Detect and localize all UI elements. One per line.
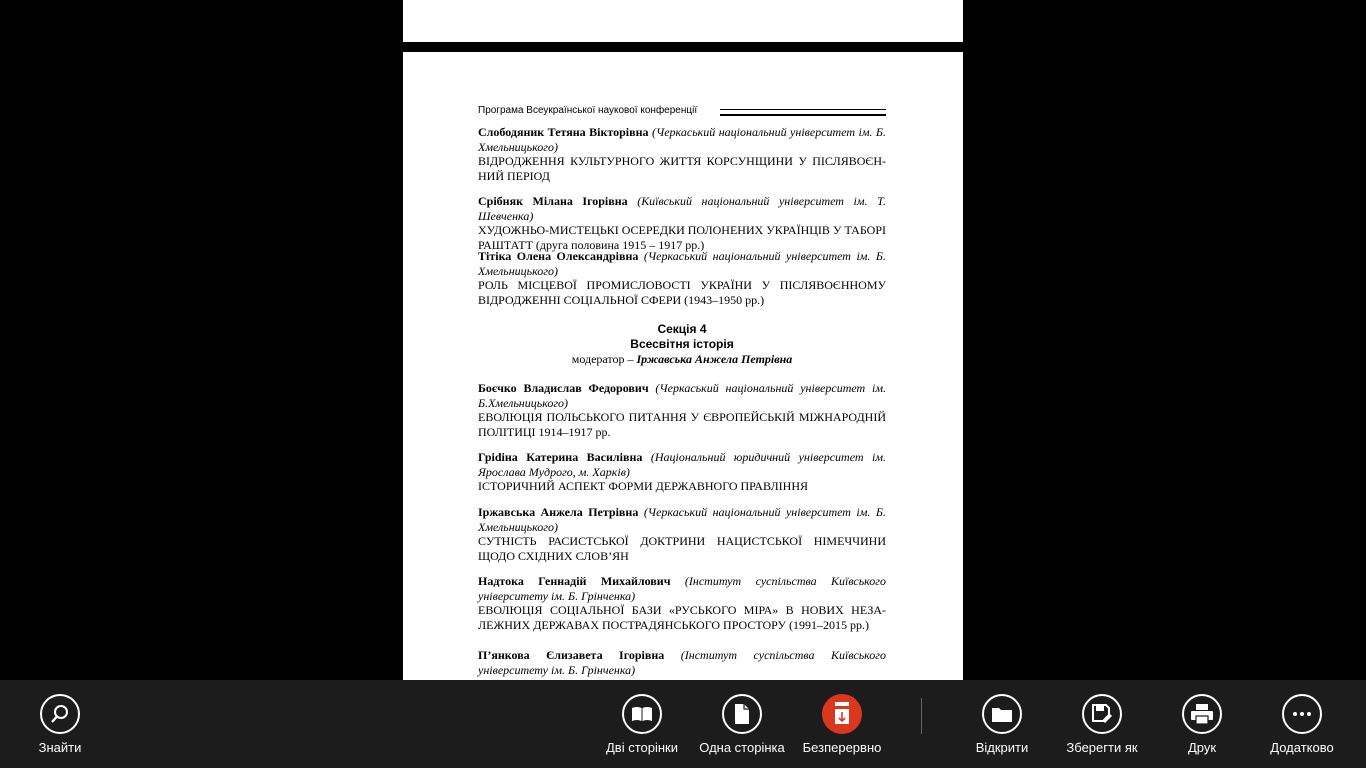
running-header-text: Програма Всеукраїнської наукової конференції <box>478 105 698 116</box>
continuous-label: Безперервно <box>802 740 882 755</box>
author-name: П’янкова Єлизавета Ігорівна <box>478 648 665 662</box>
program-entry <box>478 194 886 252</box>
app-bar <box>0 680 1366 768</box>
continuous-button[interactable] <box>792 680 892 768</box>
author-affiliation: (Київський національний університет ім. Т. Шевченка) <box>478 194 886 223</box>
continuous-scroll-icon <box>822 694 862 734</box>
entry-author-line <box>478 125 886 154</box>
entry-author-line <box>478 249 886 278</box>
section-moderator <box>478 352 886 367</box>
author-name: Боєчко Владислав Федорович <box>478 381 649 395</box>
program-entry <box>478 450 886 494</box>
program-entry <box>478 125 886 183</box>
author-affiliation: (Інститут суспільства Київського університету ім. Б. Грінченка) <box>478 648 886 677</box>
search-icon <box>40 694 80 734</box>
document-page <box>403 52 963 680</box>
section-heading <box>478 322 886 367</box>
find-button[interactable] <box>10 680 110 768</box>
entry-author-line <box>478 574 886 603</box>
author-affiliation: (Інститут суспільства Київського університету ім. Б. Грінченка) <box>478 574 886 603</box>
program-entry <box>478 249 886 307</box>
moderator-prefix: модератор – <box>571 352 634 366</box>
author-affiliation: (Національний юридичний університет ім. Ярослава Мудрого, м. Харків) <box>478 450 887 479</box>
author-name: Іржавська Анжела Петрівна <box>478 505 639 519</box>
program-entry <box>478 648 886 677</box>
previous-page <box>403 0 963 42</box>
two-pages-label: Дві сторінки <box>606 740 678 755</box>
section-name: Всесвітня історія <box>630 337 734 351</box>
author-name: Слободяник Тетяна Вікторівна <box>478 125 649 139</box>
author-affiliation: (Черкаський національний університет ім. Б.Хмельницького) <box>478 381 887 410</box>
running-header <box>478 104 886 118</box>
program-entry <box>478 505 886 563</box>
save-as-label: Зберегти як <box>1066 740 1138 755</box>
talk-title: ІСТОРИЧНИЙ АСПЕКТ ФОРМИ ДЕРЖАВНОГО ПРАВЛІННЯ <box>478 479 808 493</box>
talk-title: ХУДОЖНЬО-МИСТЕЦЬКІ ОСЕРЕДКИ ПОЛОНЕНИХ УКРАЇНЦІВ У ТАБОРІ РАШТАТТ (друга половина 1915 – 1917 рр.) <box>478 223 886 252</box>
toolbar-separator <box>921 698 922 734</box>
more-button[interactable] <box>1252 680 1352 768</box>
program-entry <box>478 574 886 632</box>
talk-title: РОЛЬ МІСЦЕВОЇ ПРОМИСЛОВОСТІ УКРАЇНИ У ПІСЛЯВОЄННОМУ ВІДРОДЖЕННІ СОЦІАЛЬНОЇ СФЕРИ (1943–1950 рр.) <box>478 278 886 307</box>
talk-title: ЕВОЛЮЦІЯ СОЦІАЛЬНОЇ БАЗИ «РУСЬКОГО МІРА» В НОВИХ НЕЗА-ЛЕЖНИХ ДЕРЖАВАХ ПОСТРАДЯНСЬКОГО ПРОСТОРУ (1991–2015 рр.) <box>478 603 886 632</box>
author-affiliation: (Черкаський національний університет ім. Б. Хмельницького) <box>478 125 886 154</box>
find-label: Знайти <box>38 740 82 755</box>
entry-author-line <box>478 648 886 677</box>
printer-icon <box>1182 694 1222 734</box>
author-name: Тітіка Олена Олександрівна <box>478 249 639 263</box>
moderator-name: Іржавська Анжела Петрівна <box>636 352 793 366</box>
entry-author-line <box>478 505 886 534</box>
two-pages-icon <box>622 694 662 734</box>
entry-author-line <box>478 450 886 479</box>
author-name: Гріdіна Катерина Василівна <box>478 450 643 464</box>
save-as-icon <box>1082 694 1122 734</box>
talk-title: ВІДРОДЖЕННЯ КУЛЬТУРНОГО ЖИТТЯ КОРСУНЩИНИ У ПІСЛЯВОЄН-НИЙ ПЕРІОД <box>478 154 886 183</box>
folder-icon <box>982 694 1022 734</box>
talk-title: ЕВОЛЮЦІЯ ПОЛЬСЬКОГО ПИТАННЯ У ЄВРОПЕЙСЬКІЙ МІЖНАРОДНІЙ ПОЛІТИЦІ 1914–1917 рр. <box>478 410 886 439</box>
entry-author-line <box>478 381 886 410</box>
author-affiliation: (Черкаський національний університет ім. Б. Хмельницького) <box>478 505 886 534</box>
open-label: Відкрити <box>975 740 1029 755</box>
more-dots-icon <box>1282 694 1322 734</box>
header-rule <box>720 109 886 116</box>
one-page-label: Одна сторінка <box>699 740 785 755</box>
author-name: Срібняк Мілана Ігорівна <box>478 194 628 208</box>
one-page-icon <box>722 694 762 734</box>
author-name: Надтока Геннадій Михайлович <box>478 574 671 588</box>
author-affiliation: (Черкаський національний університет ім. Б. Хмельницького) <box>478 249 886 278</box>
entry-author-line <box>478 194 886 223</box>
program-entry <box>478 381 886 439</box>
talk-title: СУТНІСТЬ РАСИСТСЬКОЇ ДОКТРИНИ НАЦИСТСЬКОЇ НІМЕЧЧИНИ ЩОДО СХІДНИХ СЛОВ’ЯН <box>478 534 886 563</box>
more-label: Додатково <box>1270 740 1334 755</box>
section-number: Секція 4 <box>657 322 707 336</box>
print-label: Друк <box>1187 740 1217 755</box>
